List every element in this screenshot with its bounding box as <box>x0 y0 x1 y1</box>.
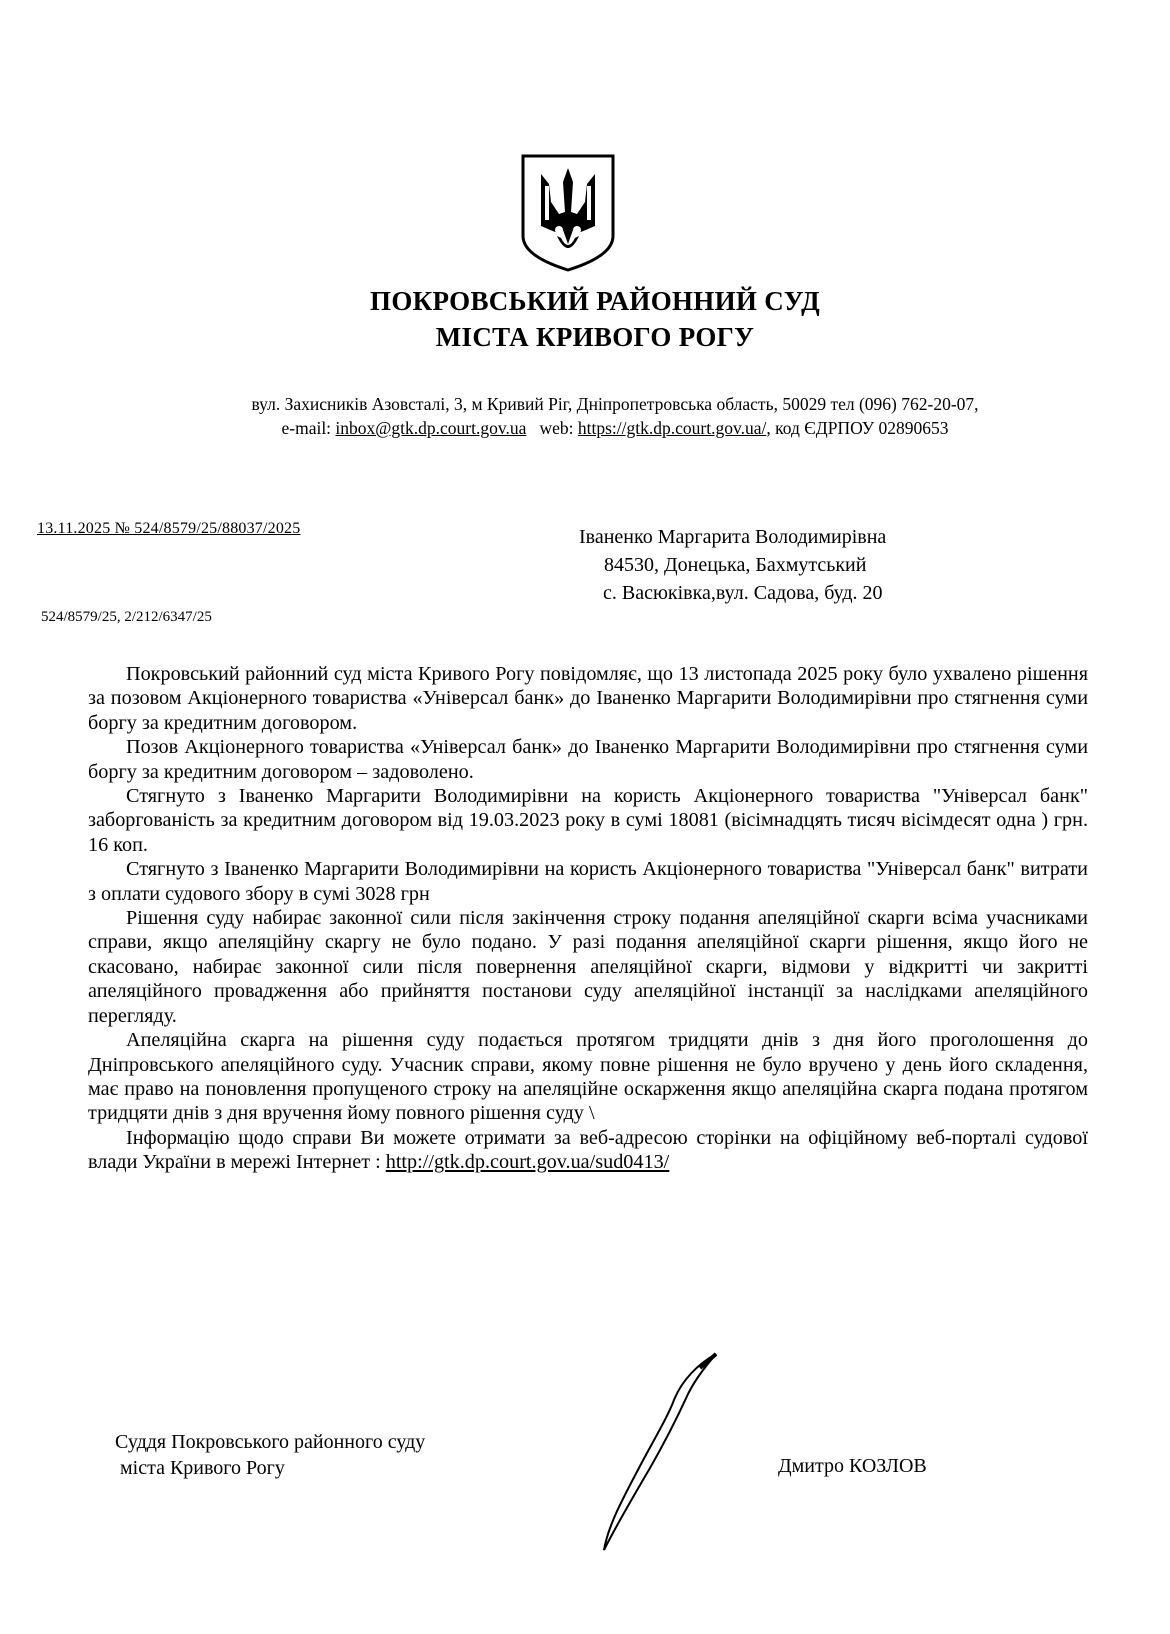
email-label: e-mail: <box>281 418 332 438</box>
email-link[interactable]: inbox@gtk.dp.court.gov.ua <box>335 418 527 438</box>
court-name-line2: МІСТА КРИВОГО РОГУ <box>435 322 755 352</box>
letter-body <box>88 662 1088 1175</box>
website-link[interactable]: https://gtk.dp.court.gov.ua/ <box>577 418 767 438</box>
recipient-address-line1: 84530, Донецька, Бахмутський <box>604 554 867 576</box>
recipient-name: Іваненко Маргарита Володимирівна <box>579 526 887 548</box>
info-text: Інформацію щодо справи Ви можете отримати за веб-адресою сторінки на офіційному веб-порталі судової влади України в мережі Інтернет : <box>88 1126 1088 1174</box>
signer-role-line2: міста Кривого Рогу <box>115 1457 285 1479</box>
case-info-link[interactable]: http://gtk.dp.court.gov.ua/sud0413/ <box>385 1151 670 1174</box>
handwritten-signature-icon <box>570 1350 770 1560</box>
paragraph: Позов Акціонерного товариства «Універсал банк» до Іваненко Маргарити Володимирівни про стягнення суми боргу за кредитним договором – задоволено. <box>88 736 1088 783</box>
edrpou-code: , код ЄДРПОУ 02890653 <box>766 418 949 438</box>
outgoing-number: 13.11.2025 № 524/8579/25/88037/2025 <box>37 520 301 537</box>
court-address: вул. Захисників Азовсталі, 3, м Кривий Ріг, Дніпропетровська область, 50029 тел (096) 762-20-07, <box>251 394 979 414</box>
paragraph: Апеляційна скарга на рішення суду подається протягом тридцяти днів з дня його проголошення до Дніпровського апеляційного суду. Учасник справи, якому повне рішення не було вручено у день його складення, має право на поновлення пропущеного строку на апеляційне оскарження якщо апеляційна скарга подана протягом тридцяти днів з дня вручення йому повного рішення суду \ <box>88 1029 1088 1125</box>
info-paragraph <box>88 1126 1088 1175</box>
recipient-address-line2: с. Васюківка,вул. Садова, буд. 20 <box>603 582 883 604</box>
paragraph: Рішення суду набирає законної сили після закінчення строку подання апеляційної скарги всіма учасниками справи, якщо апеляційну скаргу не було подано. У разі подання апеляційної скарги рішення, якщо його не скасовано, набирає законної сили після повернення апеляційної скарги, відмови у відкритті чи закритті апеляційного провадження або прийняття постанови суду апеляційної інстанції за наслідками апеляційного перегляду. <box>88 907 1088 1027</box>
case-numbers: 524/8579/25, 2/212/6347/25 <box>41 609 212 625</box>
court-contacts <box>0 416 1170 440</box>
web-label: web: <box>539 418 574 438</box>
court-name-line1: ПОКРОВСЬКИЙ РАЙОННИЙ СУД <box>370 286 820 316</box>
signer-role <box>115 1429 425 1481</box>
paragraph: Стягнуто з Іваненко Маргарити Володимирівни на користь Акціонерного товариства "Універсал банк" заборгованість за кредитним договором від 19.03.2023 року в сумі 18081 (вісімнадцять тисяч вісімдесят одна ) грн. 16 коп. <box>88 785 1088 856</box>
coat-of-arms-icon <box>519 152 617 274</box>
paragraph: Стягнуто з Іваненко Маргарити Володимирівни на користь Акціонерного товариства "Універсал банк" витрати з оплати судового збору в сумі 3028 грн <box>88 858 1088 905</box>
judge-name: Дмитро КОЗЛОВ <box>778 1455 927 1477</box>
paragraph: Покровський районний суд міста Кривого Рогу повідомляє, що 13 листопада 2025 року було ухвалено рішення за позовом Акціонерного товариства «Універсал банк» до Іваненко Маргарити Володимирівни про стягнення суми боргу за кредитним договором. <box>88 663 1088 734</box>
signer-role-line1: Суддя Покровського районного суду <box>115 1431 426 1453</box>
